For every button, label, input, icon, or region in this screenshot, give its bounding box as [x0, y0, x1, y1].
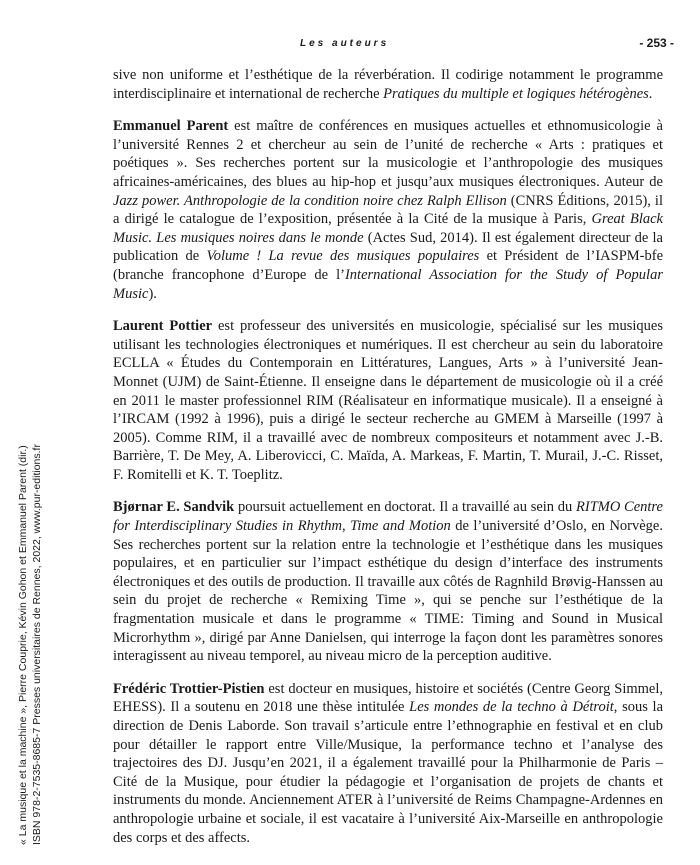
author-name: Frédéric Trottier-Pistien [113, 680, 265, 697]
paragraph-text: est maître de conférences en musiques actuelles et ethnomusicologie à l’université Rennes 2 et chercheur au sein de l’unité de recherche « Arts : pratiques et poétiques ». Ses recherches portent sur la musicologie et l’anthropologie des musiques africaines-américaines, des blues au hip-hop et jusqu’aux musiques électroniques. Auteur de [113, 118, 663, 190]
italic-title: Pratiques du multiple et logiques hétérogènes [383, 85, 649, 102]
paragraph-text: , sous la direction de Denis Laborde. Son travail s’articule entre l’ethnographie en festival et en club pour détailler le rapport entre Ville/Musique, la performance techno et l’analyse des trajectoires des DJ. Jusqu’en 2021, il a également travaillé pour la Philharmonie de Paris – Cité de la Musique, pour étudier la pédagogie et l’organisation de projets de chants et instruments du monde. Anciennement ATER à l’université de Reims Champagne-Ardennes en anthropologie urbaine et sociale, il est vacataire à l’université Aix-Marseille en anthropologie des corps et des affects. [113, 699, 664, 846]
side-note-line-2: ISBN 978-2-7535-8685-7 Presses universitaires de Rennes, 2022, www.pur-editions.fr [31, 444, 43, 845]
paragraph-text: est professeur des universités en musicologie, spécialisé sur les musiques utilisant les technologies électroniques et numériques. Il est chercheur au sein du laboratoire ECLLA « Études du Contemporain en Littératures, Langues, Arts » à l’université Jean-Monnet (UJM) de Saint-Étienne. Il enseigne dans le département de musicologie où il a créé en 2011 le master professionnel RIM (Réalisateur en informatique musicale). Il a enseigné à l’IRCAM (1992 à 1996), puis a dirigé le secteur recherche au GMEM à Marseille (1997 à 2005). Comme RIM, il a travaillé avec de nombreux compositeurs et notamment avec J.-B. Barrière, T. De Mey, A. Liberovicci, C. Maïda, A. Markeas, F. Martin, T. Murail, J.-C. Risset, F. Romitelli et K. T. Toeplitz. [113, 318, 664, 483]
paragraph-text: sive non uniforme et l’esthétique de la réverbération. Il codirige notamment le programme interdisciplinaire et international de recherche [113, 67, 663, 102]
paragraph-text: de l’université d’Oslo, en Norvège. Ses recherches portent sur la relation entre la technologie et l’esthétique dans les musiques populaires, et en particulier sur l’impact esthétique du design d’interface des instruments électroniques et des outils de production. Il travaille aux côtés de Ragnhild Brøvig-Hanssen au sein du projet de recherche « Remixing Time », qui se penche sur l’esthétique de la fragmentation musicale et dans le programme « TIME: Timing and Sound in Musical Microrhythm », dirigé par Anne Danielsen, qui interroge la façon dont les paramètres sonores interagissent au niveau temporel, au niveau micro de la perception auditive. [113, 518, 663, 665]
paragraph-text: (CNRS Éditions, 2015), il a dirigé le catalogue de l’exposition, présentée à la Cité de la musique à Paris, [113, 192, 663, 228]
running-header-title: Les auteurs [300, 38, 390, 49]
paragraph-text: est docteur en musiques, histoire et sociétés (Centre Georg Simmel, EHESS). Il a soutenu en 2018 une thèse intitulée [113, 680, 663, 716]
author-name: Laurent Pottier [113, 318, 213, 335]
italic-title: RITMO Centre for Interdisciplinary Studies in Rhythm, Time and Motion [113, 499, 663, 535]
paragraph [113, 66, 663, 103]
paragraph [113, 117, 663, 303]
side-note-line-1: « La musique et la machine », Pierre Couprie, Kévin Gohon et Emmanuel Parent (dir.) [17, 445, 29, 845]
italic-title: Jazz power. Anthropologie de la condition noire chez Ralph Ellison [113, 192, 507, 209]
page-number: - 253 - [639, 36, 674, 50]
paragraph [113, 317, 663, 484]
paragraph-text: poursuit actuellement en doctorat. Il a travaillé au sein du [234, 499, 577, 516]
paragraph [113, 498, 663, 665]
body-text [113, 66, 663, 861]
italic-title: Les mondes de la techno à Détroit [409, 699, 614, 716]
paragraph [113, 680, 663, 847]
paragraph-text: ). [148, 285, 157, 302]
paragraph-text: (Actes Sud, 2014). Il est également directeur de la publication de [113, 229, 663, 265]
italic-title: International Association for the Study of Popular Music [113, 266, 663, 302]
italic-title: Great Black Music. Les musiques noires dans le monde [113, 211, 663, 246]
paragraph-text: et Président de l’IASPM-bfe (branche francophone d’Europe de l’ [113, 248, 664, 283]
paragraph-text: . [648, 85, 653, 102]
copyright-side-note [16, 444, 44, 845]
author-name: Emmanuel Parent [113, 118, 229, 135]
author-name: Bjørnar E. Sandvik [113, 499, 235, 516]
italic-title: Volume ! La revue des musiques populaires [206, 248, 480, 265]
